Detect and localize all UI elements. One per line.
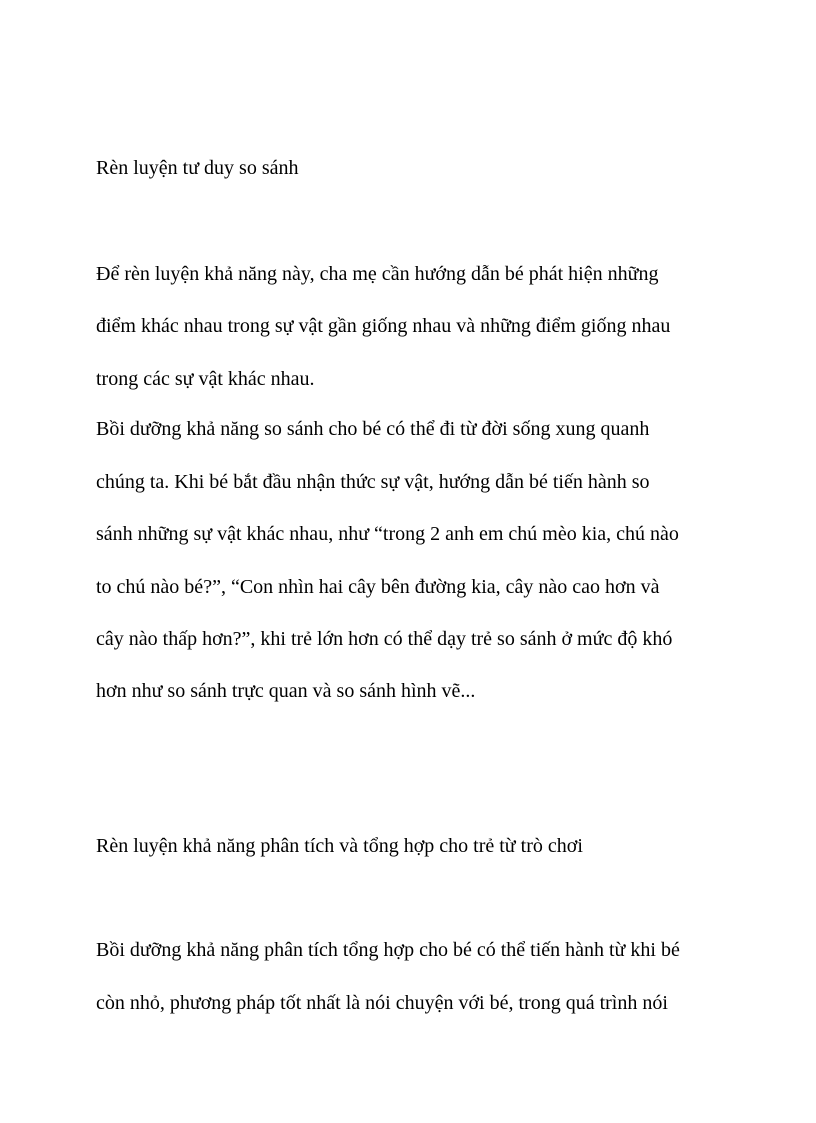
text-line: cây nào thấp hơn?”, khi trẻ lớn hơn có thể dạy trẻ so sánh ở mức độ khó bbox=[96, 628, 673, 650]
text-line: điểm khác nhau trong sự vật gần giống nhau và những điểm giống nhau bbox=[96, 315, 671, 337]
text-line: Bồi dưỡng khả năng so sánh cho bé có thể đi từ đời sống xung quanh bbox=[96, 418, 650, 440]
text-line: còn nhỏ, phương pháp tốt nhất là nói chuyện với bé, trong quá trình nói bbox=[96, 992, 668, 1014]
text-line: Bồi dưỡng khả năng phân tích tổng hợp cho bé có thể tiến hành từ khi bé bbox=[96, 939, 680, 961]
text-line: to chú nào bé?”, “Con nhìn hai cây bên đường kia, cây nào cao hơn và bbox=[96, 576, 660, 598]
section-heading-comparison: Rèn luyện tư duy so sánh bbox=[96, 157, 299, 179]
text-line: hơn như so sánh trực quan và so sánh hình vẽ... bbox=[96, 680, 476, 702]
text-line: chúng ta. Khi bé bắt đầu nhận thức sự vật, hướng dẫn bé tiến hành so bbox=[96, 471, 650, 493]
text-line: trong các sự vật khác nhau. bbox=[96, 368, 315, 390]
text-line: Để rèn luyện khả năng này, cha mẹ cần hướng dẫn bé phát hiện những bbox=[96, 263, 659, 285]
text-line: sánh những sự vật khác nhau, như “trong 2 anh em chú mèo kia, chú nào bbox=[96, 523, 679, 545]
section-heading-analysis: Rèn luyện khả năng phân tích và tổng hợp cho trẻ từ trò chơi bbox=[96, 835, 583, 857]
